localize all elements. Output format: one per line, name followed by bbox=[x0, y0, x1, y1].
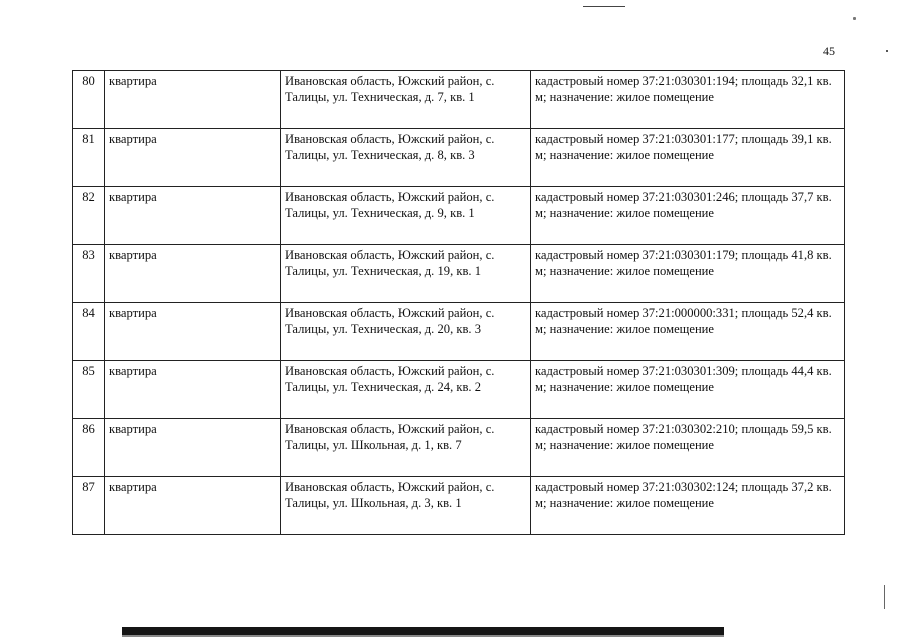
table-row bbox=[73, 71, 845, 129]
object-type: квартира bbox=[105, 419, 281, 477]
object-type: квартира bbox=[105, 303, 281, 361]
scan-dot bbox=[886, 50, 888, 52]
table-row bbox=[73, 129, 845, 187]
property-table bbox=[72, 70, 845, 535]
object-details: кадастровый номер 37:21:030302:124; площадь 37,2 кв. м; назначение: жилое помещение bbox=[531, 477, 845, 535]
object-details: кадастровый номер 37:21:030301:309; площадь 44,4 кв. м; назначение: жилое помещение bbox=[531, 361, 845, 419]
page-number: 45 bbox=[823, 44, 835, 58]
scan-bottom-bar bbox=[122, 627, 724, 635]
scan-bottom-shadow bbox=[122, 635, 724, 637]
object-address: Ивановская область, Южский район, с. Талицы, ул. Школьная, д. 1, кв. 7 bbox=[281, 419, 531, 477]
object-details: кадастровый номер 37:21:030301:179; площадь 41,8 кв. м; назначение: жилое помещение bbox=[531, 245, 845, 303]
object-type: квартира bbox=[105, 71, 281, 129]
object-address: Ивановская область, Южский район, с. Талицы, ул. Школьная, д. 3, кв. 1 bbox=[281, 477, 531, 535]
object-details: кадастровый номер 37:21:000000:331; площадь 52,4 кв. м; назначение: жилое помещение bbox=[531, 303, 845, 361]
table-row bbox=[73, 187, 845, 245]
object-details: кадастровый номер 37:21:030301:246; площадь 37,7 кв. м; назначение: жилое помещение bbox=[531, 187, 845, 245]
object-type: квартира bbox=[105, 187, 281, 245]
row-number: 87 bbox=[73, 477, 105, 535]
table-row bbox=[73, 477, 845, 535]
table-row bbox=[73, 303, 845, 361]
object-address: Ивановская область, Южский район, с. Талицы, ул. Техническая, д. 7, кв. 1 bbox=[281, 71, 531, 129]
row-number: 80 bbox=[73, 71, 105, 129]
table-row bbox=[73, 419, 845, 477]
header-rule bbox=[583, 6, 625, 7]
table-row bbox=[73, 245, 845, 303]
row-number: 81 bbox=[73, 129, 105, 187]
object-details: кадастровый номер 37:21:030301:177; площадь 39,1 кв. м; назначение: жилое помещение bbox=[531, 129, 845, 187]
table-row bbox=[73, 361, 845, 419]
table-body bbox=[73, 71, 845, 535]
row-number: 86 bbox=[73, 419, 105, 477]
object-type: квартира bbox=[105, 245, 281, 303]
object-address: Ивановская область, Южский район, с. Талицы, ул. Техническая, д. 9, кв. 1 bbox=[281, 187, 531, 245]
row-number: 82 bbox=[73, 187, 105, 245]
object-address: Ивановская область, Южский район, с. Талицы, ул. Техническая, д. 20, кв. 3 bbox=[281, 303, 531, 361]
scan-edge-mark bbox=[884, 585, 885, 609]
object-address: Ивановская область, Южский район, с. Талицы, ул. Техническая, д. 19, кв. 1 bbox=[281, 245, 531, 303]
scan-speck bbox=[853, 17, 856, 20]
object-address: Ивановская область, Южский район, с. Талицы, ул. Техническая, д. 8, кв. 3 bbox=[281, 129, 531, 187]
object-type: квартира bbox=[105, 477, 281, 535]
object-details: кадастровый номер 37:21:030301:194; площадь 32,1 кв. м; назначение: жилое помещение bbox=[531, 71, 845, 129]
object-address: Ивановская область, Южский район, с. Талицы, ул. Техническая, д. 24, кв. 2 bbox=[281, 361, 531, 419]
row-number: 85 bbox=[73, 361, 105, 419]
row-number: 83 bbox=[73, 245, 105, 303]
object-type: квартира bbox=[105, 361, 281, 419]
row-number: 84 bbox=[73, 303, 105, 361]
object-type: квартира bbox=[105, 129, 281, 187]
object-details: кадастровый номер 37:21:030302:210; площадь 59,5 кв. м; назначение: жилое помещение bbox=[531, 419, 845, 477]
